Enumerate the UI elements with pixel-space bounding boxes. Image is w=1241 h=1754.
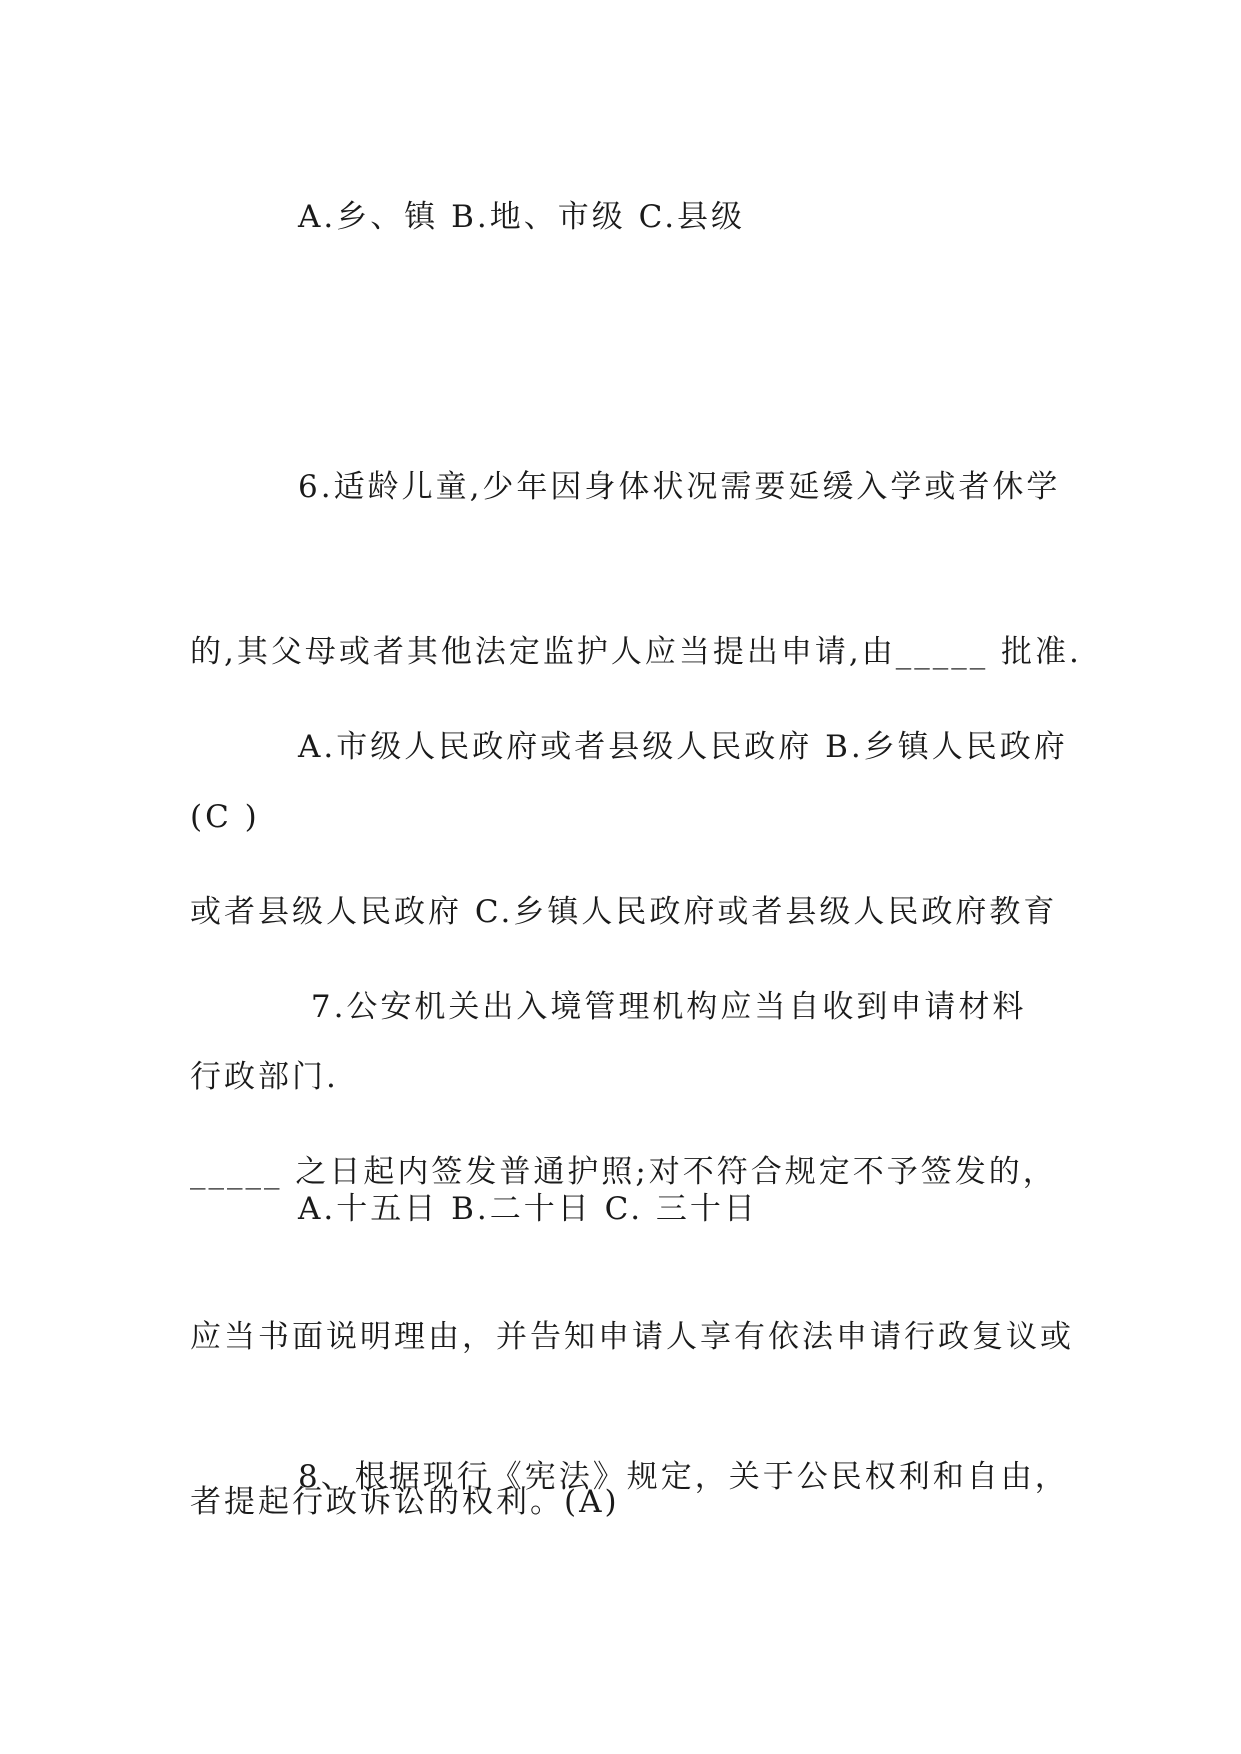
q7-line-2: _____ 之日起内签发普通护照;对不符合规定不予签发的，: [190, 1154, 1057, 1190]
q7-options: A.十五日 B.二十日 C. 三十日: [298, 1191, 758, 1227]
q8-line-1: 8、根据现行《宪法》规定，关于公民权利和自由，: [298, 1459, 1069, 1495]
q6-line-1: 6.适龄儿童,少年因身体状况需要延缓入学或者休学: [298, 469, 1061, 505]
q7-line-1: 7.公安机关出入境管理机构应当自收到申请材料: [298, 989, 1027, 1025]
q6-line-2: 的,其父母或者其他法定监护人应当提出申请,由_____ 批准.: [190, 634, 1082, 670]
q7-line-4: 者提起行政诉讼的权利。(A): [190, 1484, 620, 1520]
q6-options-line-2: 或者县级人民政府 C.乡镇人民政府或者县级人民政府教育: [190, 894, 1058, 930]
question-8: [190, 1340, 1069, 1615]
q6-options-line-3: 行政部门.: [190, 1059, 339, 1095]
q6-line-3: (C ): [190, 799, 260, 835]
q6-options-line-1: A.市级人民政府或者县级人民政府 B.乡镇人民政府: [298, 729, 1068, 765]
q5-options: A.乡、镇 B.地、市级 C.县级: [298, 199, 746, 235]
q7-line-3: 应当书面说明理由，并告知申请人享有依法申请行政复议或: [190, 1319, 1074, 1355]
